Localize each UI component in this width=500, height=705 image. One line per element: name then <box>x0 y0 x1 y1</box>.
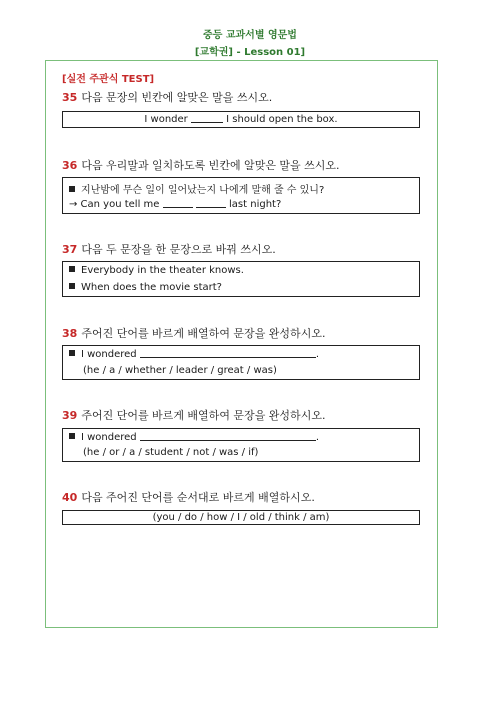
question-number: 38 <box>62 327 78 340</box>
box-line <box>69 181 324 196</box>
sentence-part: I wondered <box>81 432 137 443</box>
blank[interactable] <box>163 198 193 208</box>
blank[interactable] <box>196 198 226 208</box>
box-line <box>69 265 244 276</box>
section-label: [실전 주관식 TEST] <box>62 74 155 85</box>
answer-box-37 <box>62 261 420 297</box>
bullet-icon <box>69 186 75 192</box>
question-prompt: 다음 주어진 단어를 순서대로 바르게 배열하시오. <box>81 491 315 504</box>
worksheet-frame <box>45 60 438 628</box>
blank[interactable] <box>140 348 316 358</box>
korean-sentence: 지난밤에 무슨 일이 일어났는지 나에게 말해 줄 수 있니? <box>81 185 325 196</box>
question-37 <box>62 241 276 257</box>
document-subtitle: [교학권] - Lesson 01] <box>194 47 306 58</box>
bullet-icon <box>69 350 75 356</box>
answer-box-35 <box>62 111 420 128</box>
question-38 <box>62 325 325 341</box>
sentence: When does the movie start? <box>81 282 222 293</box>
question-number: 36 <box>62 159 78 172</box>
question-36 <box>62 157 340 173</box>
blank[interactable] <box>140 431 316 441</box>
box-line <box>69 282 222 293</box>
box-line <box>83 447 258 458</box>
blank[interactable] <box>191 113 223 123</box>
question-number: 40 <box>62 491 78 504</box>
question-number: 39 <box>62 409 78 422</box>
word-list: (you / do / how / I / old / think / am) <box>152 512 330 523</box>
sentence-part: I should open the box. <box>226 114 338 125</box>
question-39 <box>62 407 325 423</box>
sentence-part: last night? <box>229 199 282 210</box>
question-40 <box>62 489 315 505</box>
answer-box-39 <box>62 428 420 462</box>
question-35 <box>62 89 272 105</box>
box-line: I wondered . <box>69 431 319 443</box>
question-prompt: 다음 문장의 빈칸에 알맞은 말을 쓰시오. <box>81 91 273 104</box>
box-line <box>69 198 281 210</box>
sentence: Everybody in the theater knows. <box>81 265 244 276</box>
question-number: 35 <box>62 91 78 104</box>
word-list: (he / or / a / student / not / was / if) <box>83 447 259 458</box>
bullet-icon <box>69 266 75 272</box>
document-title: 중등 교과서별 영문법 <box>203 30 297 41</box>
question-prompt: 주어진 단어를 바르게 배열하여 문장을 완성하시오. <box>81 327 326 340</box>
sentence-part: → Can you tell me <box>69 199 160 210</box>
bullet-icon <box>69 433 75 439</box>
word-list: (he / a / whether / leader / great / was) <box>83 365 277 376</box>
answer-box-40 <box>62 510 420 525</box>
box-line <box>83 365 277 376</box>
question-prompt: 다음 우리말과 일치하도록 빈칸에 알맞은 말을 쓰시오. <box>81 159 340 172</box>
sentence-part: I wonder <box>144 114 188 125</box>
question-prompt: 다음 두 문장을 한 문장으로 바꿔 쓰시오. <box>81 243 276 256</box>
answer-box-36 <box>62 177 420 214</box>
sentence-part: I wondered <box>81 349 137 360</box>
question-prompt: 주어진 단어를 바르게 배열하여 문장을 완성하시오. <box>81 409 326 422</box>
bullet-icon <box>69 283 75 289</box>
box-line: I wondered . <box>69 348 319 360</box>
answer-box-38 <box>62 345 420 380</box>
question-number: 37 <box>62 243 78 256</box>
